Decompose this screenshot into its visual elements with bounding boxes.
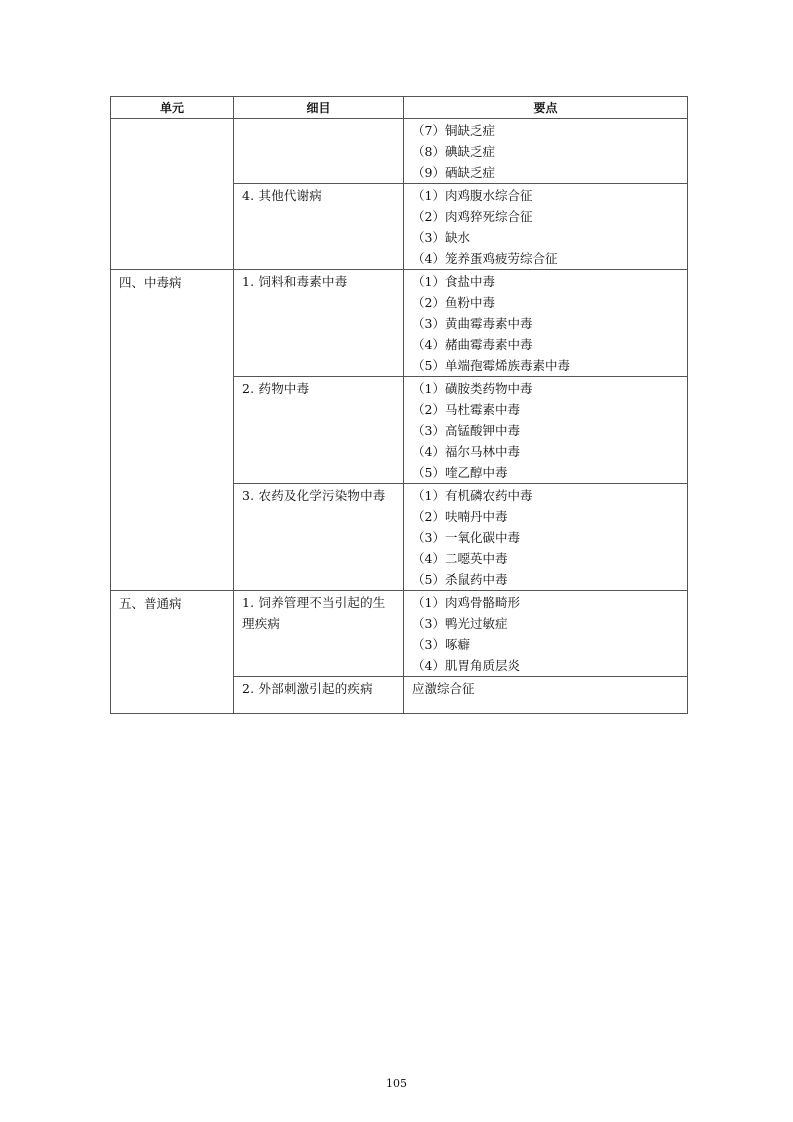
detail-cell: 3. 农药及化学污染物中毒: [234, 484, 404, 591]
point-item: （1）肉鸡腹水综合征: [412, 188, 533, 203]
point-item: （3）鸭光过敏症: [412, 616, 508, 631]
header-unit: 单元: [111, 97, 234, 119]
point-item: （5）杀鼠药中毒: [412, 572, 508, 587]
point-item: （4）笼养蛋鸡疲劳综合征: [412, 251, 558, 266]
table-row: [111, 270, 688, 377]
table-row: [111, 591, 688, 677]
point-item: （5）喹乙醇中毒: [412, 465, 508, 480]
point-item: （1）有机磷农药中毒: [412, 488, 533, 503]
points-cell: [404, 484, 688, 591]
point-item: （2）肉鸡猝死综合征: [412, 209, 533, 224]
unit-cell: [111, 119, 234, 270]
point-item: （4）赭曲霉毒素中毒: [412, 337, 533, 352]
points-cell: [404, 591, 688, 677]
point-item: （1）肉鸡骨骼畸形: [412, 595, 520, 610]
table-header-row: [111, 97, 688, 119]
point-item: （5）单端孢霉烯族毒素中毒: [412, 358, 570, 373]
point-item: （8）碘缺乏症: [412, 144, 495, 159]
points-cell: [404, 377, 688, 484]
points-cell: [404, 677, 688, 714]
detail-cell: 2. 药物中毒: [234, 377, 404, 484]
point-item: （4）二噁英中毒: [412, 551, 508, 566]
page-number: 105: [386, 1077, 407, 1090]
point-item: （3）啄癖: [412, 637, 470, 652]
table-row: [111, 119, 688, 184]
points-cell: [404, 119, 688, 184]
point-item: （3）高锰酸钾中毒: [412, 423, 520, 438]
point-item: （4）肌胃角质层炎: [412, 658, 520, 673]
point-item: （1）食盐中毒: [412, 274, 495, 289]
point-item: （4）福尔马林中毒: [412, 444, 520, 459]
point-item: （3）缺水: [412, 230, 470, 245]
header-points: 要点: [404, 97, 688, 119]
point-item: （7）铜缺乏症: [412, 123, 495, 138]
points-cell: [404, 184, 688, 270]
point-item: （2）马杜霉素中毒: [412, 402, 520, 417]
point-item: （1）磺胺类药物中毒: [412, 381, 533, 396]
header-detail: 细目: [234, 97, 404, 119]
detail-cell: 1. 饲养管理不当引起的生理疾病: [234, 591, 404, 677]
points-cell: [404, 270, 688, 377]
point-item: （9）硒缺乏症: [412, 165, 495, 180]
point-item: （2）鱼粉中毒: [412, 295, 495, 310]
point-item: 应激综合征: [412, 681, 475, 696]
point-item: （3）一氧化碳中毒: [412, 530, 520, 545]
point-item: （2）呋喃丹中毒: [412, 509, 508, 524]
unit-cell: 五、普通病: [111, 591, 234, 714]
detail-cell: 4. 其他代谢病: [234, 184, 404, 270]
detail-cell: 1. 饲料和毒素中毒: [234, 270, 404, 377]
syllabus-table: [110, 96, 688, 714]
detail-cell: [234, 119, 404, 184]
unit-cell: 四、中毒病: [111, 270, 234, 591]
detail-cell: 2. 外部刺激引起的疾病: [234, 677, 404, 714]
point-item: （3）黄曲霉毒素中毒: [412, 316, 533, 331]
